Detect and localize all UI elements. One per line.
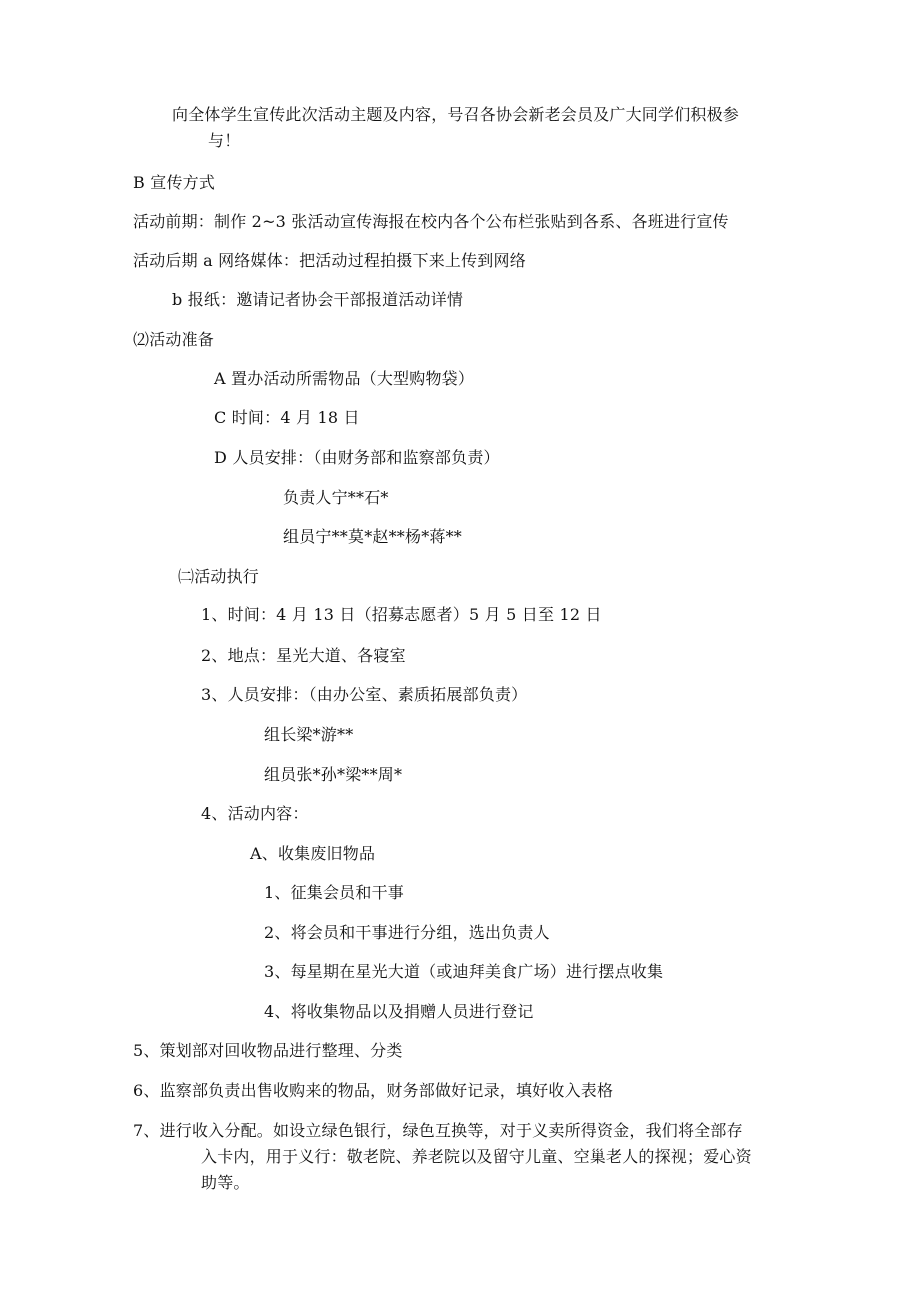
list-item: 3、每星期在星光大道（或迪拜美食广场）进行摆点收集 xyxy=(264,962,664,981)
text-line: b 报纸：邀请记者协会干部报道活动详情 xyxy=(172,290,464,309)
list-item: 2、将会员和干事进行分组，选出负责人 xyxy=(264,923,550,942)
list-item: 6、监察部负责出售收购来的物品，财务部做好记录，填好收入表格 xyxy=(133,1081,614,1100)
list-item: 5、策划部对回收物品进行整理、分类 xyxy=(133,1041,403,1060)
list-item: 2、地点：星光大道、各寝室 xyxy=(201,646,406,665)
section-heading: B 宣传方式 xyxy=(133,173,216,192)
text-line: C 时间：4 月 18 日 xyxy=(214,408,360,427)
text-line: 活动后期 a 网络媒体：把活动过程拍摄下来上传到网络 xyxy=(133,251,526,270)
text-line: 活动前期：制作 2~3 张活动宣传海报在校内各个公布栏张贴到各系、各班进行宣传 xyxy=(133,212,729,231)
list-item: 1、时间：4 月 13 日（招募志愿者）5 月 5 日至 12 日 xyxy=(201,605,602,624)
text-line: 助等。 xyxy=(201,1173,250,1192)
text-line: 组员宁**莫*赵**杨*蒋** xyxy=(283,527,463,546)
text-line: 负责人宁**石* xyxy=(283,488,389,507)
text-line: 与！ xyxy=(208,131,241,150)
text-line: 向全体学生宣传此次活动主题及内容，号召各协会新老会员及广大同学们积极参 xyxy=(172,105,740,124)
list-item: 7、进行收入分配。如设立绿色银行，绿色互换等，对于义卖所得资金，我们将全部存 xyxy=(133,1121,743,1140)
section-heading: ㈡活动执行 xyxy=(178,567,260,586)
text-line: 入卡内，用于义行：敬老院、养老院以及留守儿童、空巢老人的探视；爱心资 xyxy=(201,1147,752,1166)
list-item: 3、人员安排：（由办公室、素质拓展部负责） xyxy=(201,685,528,704)
text-line: A 置办活动所需物品（大型购物袋） xyxy=(214,369,475,388)
text-line: D 人员安排：（由财务部和监察部负责） xyxy=(214,448,500,467)
list-item: 4、将收集物品以及捐赠人员进行登记 xyxy=(264,1002,534,1021)
section-heading: ⑵活动准备 xyxy=(133,330,215,349)
text-line: A、收集废旧物品 xyxy=(250,844,376,863)
list-item: 4、活动内容： xyxy=(201,804,309,823)
text-line: 组长梁*游** xyxy=(264,725,354,744)
list-item: 1、征集会员和干事 xyxy=(264,883,404,902)
text-line: 组员张*孙*梁**周* xyxy=(264,765,403,784)
